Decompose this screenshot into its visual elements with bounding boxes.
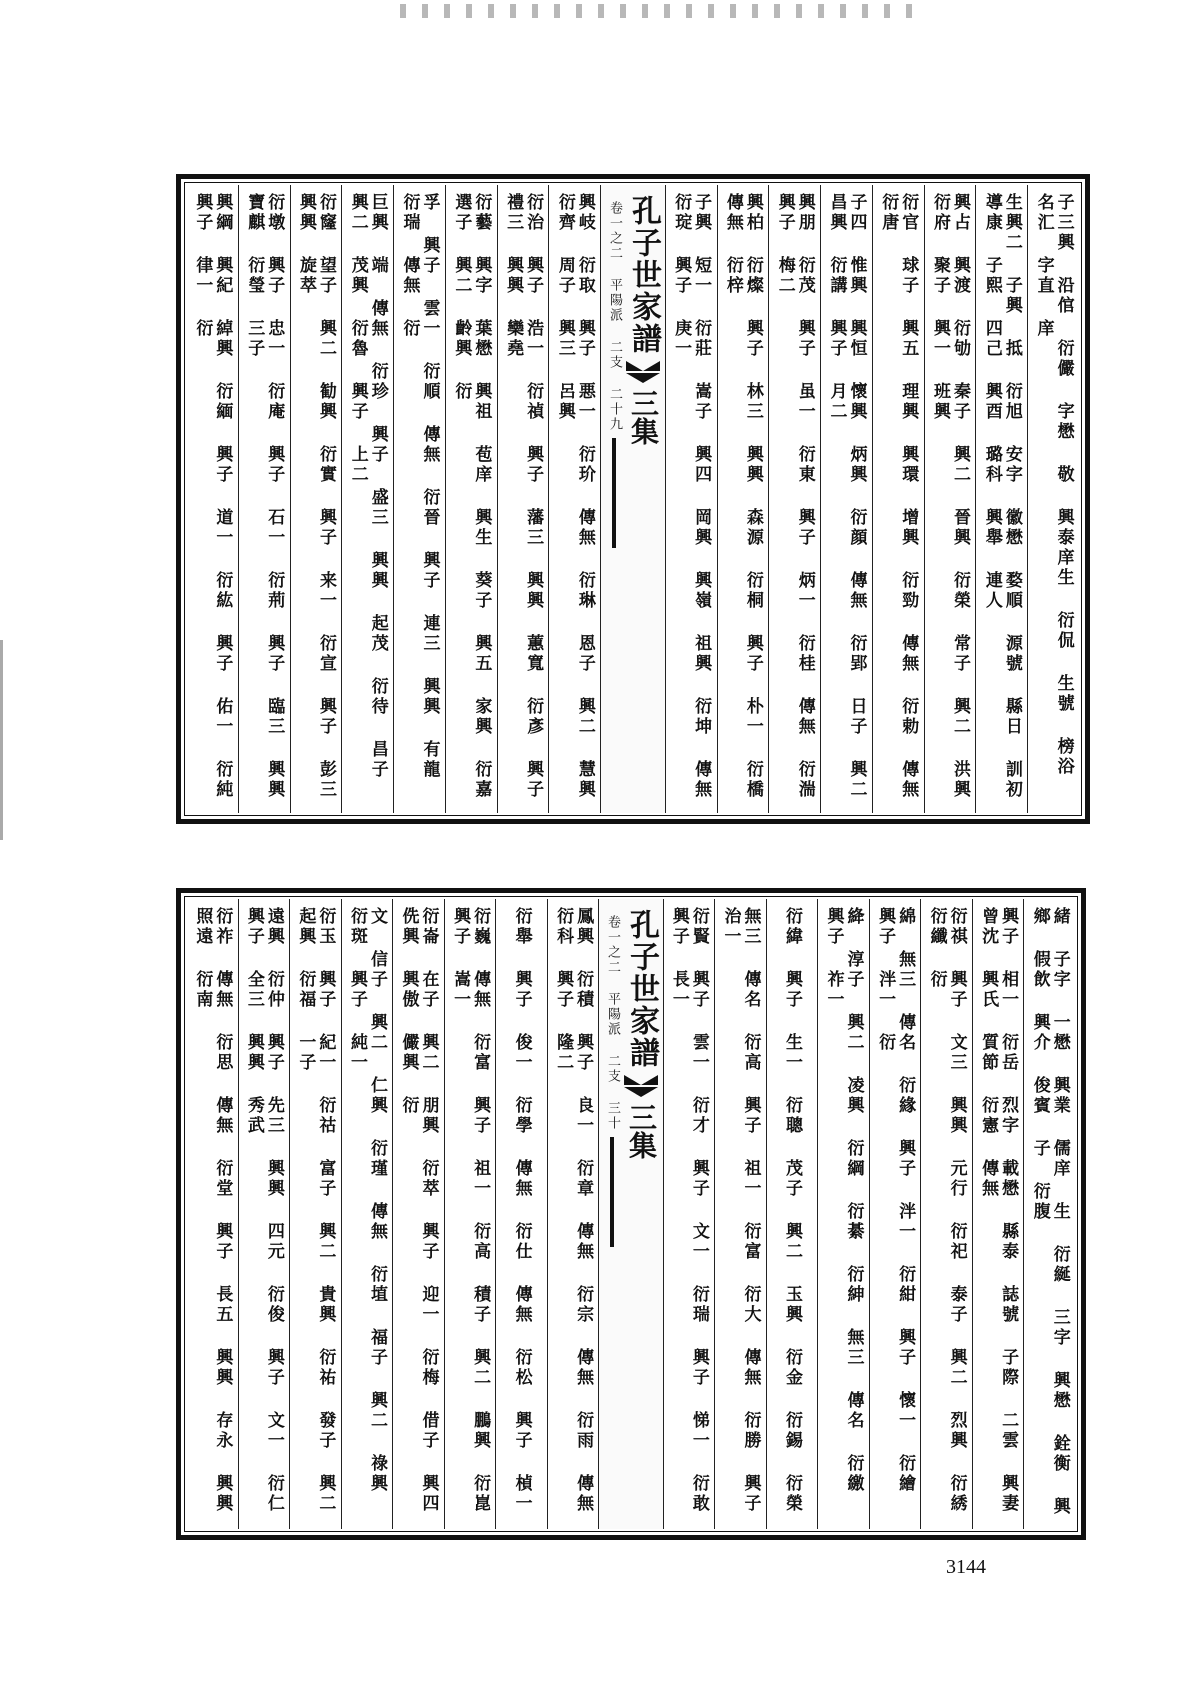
- genealogy-column: [766, 899, 818, 1529]
- genealogy-column: [547, 899, 599, 1529]
- column-text: 遠興 衍仲 興子 先三 興興 四元 衍俊 興子 文一 衍仁 興子 全三 興興 秀武: [243, 907, 284, 1514]
- column-text: 衍崙 在子 興二 朋興 衍萃 興子 迎一 衍梅 借子 興四 侁興 興傲 儼興 衍: [398, 907, 439, 1514]
- column-text: 無三 傳名 衍高 興子 祖一 衍富 衍大 傳無 衍勝 興子 治一: [720, 907, 761, 1514]
- column-text: 衍藝 興字 葉懋 興祖 苞庠 興生 葵子 興五 家興 衍嘉 選子 興二 齡興 衍: [451, 193, 492, 800]
- genealogy-column: [289, 899, 341, 1529]
- column-text: 衍巍 傳無 衍富 興子 祖一 衍高 積子 興二 鵬興 衍崑 興子 嵩一: [450, 907, 491, 1514]
- column-text: 子三興 沿倌 衍儼 字懋 敬 興泰庠生 衍侃 生號 榜浴 名汇 字直 庠: [1033, 193, 1074, 777]
- column-text: 衍墩 興子 忠一 衍庵 興子 石一 衍荊 興子 臨三 興興 寶麒 衍瑩 三子: [244, 193, 285, 800]
- column-text: 衍賢 興子 雲一 衍才 興子 文一 衍瑞 興子 悌一 衍敢 興子 長一: [668, 907, 709, 1514]
- genealogy-column: [497, 185, 549, 813]
- center-title-column: [600, 185, 664, 813]
- genealogy-column: [392, 899, 444, 1529]
- genealogy-column: [972, 899, 1024, 1529]
- genealogy-column: [817, 899, 869, 1529]
- column-text: 孚 興子 雲一 衍順 傳無 衍晉 興子 連三 興興 有龍 衍瑞 傳無 衍: [399, 193, 440, 780]
- genealogy-column: [341, 185, 393, 813]
- genealogy-column: [714, 899, 766, 1529]
- genealogy-column: [341, 899, 393, 1529]
- bottom-columns: [187, 899, 1075, 1529]
- column-text: 綿 無三 傳名 衍緣 興子 泮一 衍紺 興子 懷一 衍繪 興子 泮一 衍: [875, 907, 916, 1494]
- page-number: 3144: [946, 1556, 986, 1578]
- column-text: 衍緯 興子 生一 衍聰 茂子 興二 玉興 衍金 衍錫 衍榮: [781, 907, 802, 1514]
- column-text: 興子 相一 衍岳 烈字 載懋 縣泰 誌號 子際 二雲 興妻 曾沈 興氏 質節 衍憲 傳無: [978, 907, 1019, 1514]
- column-text: 絳 淳子 興二 凌興 衍綱 衍綦 衍紳 無三 傳名 衍繳 興子 祚一: [823, 907, 864, 1494]
- column-text: 興柏 衍燦 興子 林三 興興 森源 衍桐 興子 朴一 衍橋 傳無 衍梓: [722, 193, 763, 800]
- book-title: 孔子世家譜: [624, 909, 660, 1069]
- column-text: 子興 短一 衍莊 嵩子 興四 岡興 興嶺 祖興 衍坤 傳無 衍琔 興子 庚一: [671, 193, 712, 800]
- fish-tail-mark-icon: [626, 361, 660, 383]
- genealogy-column: [920, 899, 972, 1529]
- column-text: 生興二 子興 抵 衍旭 安字 徽懋 婺順 源號 縣日 訓初 導康 子熙 四己 興酉 璐科 興舉 連人: [981, 193, 1022, 800]
- genealogy-column: [768, 185, 820, 813]
- genealogy-column: [238, 899, 290, 1529]
- column-text: 文 信子 興二 仁興 衍瑾 傳無 衍埴 福子 興二 祿興 衍斑 興子 純一: [346, 907, 387, 1494]
- column-text: 衍官 球子 興五 理興 興環 增興 衍勁 傳無 衍勅 傳無 衍唐: [878, 193, 919, 800]
- genealogy-column: [872, 185, 924, 813]
- genealogy-column: [665, 185, 717, 813]
- column-text: 衍祺 興子 文三 興興 元行 衍祀 泰子 興二 烈興 衍綉 衍纖 衍: [926, 907, 967, 1514]
- genealogy-column: [1023, 899, 1075, 1529]
- column-text: 鳳興 衍積 興子 良一 衍章 傳無 衍宗 傳無 衍雨 傳無 衍科 興子 隆二: [553, 907, 594, 1514]
- genealogy-column: [924, 185, 976, 813]
- top-scan-noise: [400, 4, 920, 18]
- genealogy-column: [495, 899, 547, 1529]
- genealogy-column: [820, 185, 872, 813]
- column-text: 巨興 端 傳無 衍珍 興子 盛三 興興 起茂 衍待 昌子 興二 茂興 衍魯 興子 上二: [347, 193, 388, 780]
- genealogy-column: [187, 185, 238, 813]
- genealogy-column: [548, 185, 600, 813]
- genealogy-column: [393, 185, 445, 813]
- volume-info: 卷一之二 平陽派 二支 三十: [605, 915, 621, 1131]
- genealogy-column: [717, 185, 769, 813]
- column-text: 興綱 興紀 綽興 衍緬 興子 道一 衍紘 興子 佑一 衍純 興子 律一 衍: [192, 193, 233, 800]
- column-text: 興占 興渡 衍劬 秦子 興二 晉興 衍榮 常子 興二 洪興 衍府 聚子 興一 班興: [930, 193, 971, 800]
- volume-info: 卷一之二 平陽派 二支 二十九: [607, 201, 622, 432]
- column-text: 興朋 衍茂 興子 虽一 衍東 興子 炳一 衍桂 傳無 衍湍 興子 梅二: [774, 193, 815, 800]
- genealogy-column: [869, 899, 921, 1529]
- column-text: 緒 子字 一懋 興業 儒庠 生 衍綖 三字 興懋 銓衡 興鄉 假飲 興介 俊賓 子 衍腹: [1029, 907, 1070, 1517]
- genealogy-column: [238, 185, 290, 813]
- column-text: 興岐 衍取 興子 悪一 衍玠 傳無 衍琳 恩子 興二 慧興 衍齊 周子 興三 呂興: [554, 193, 595, 800]
- column-text: 衍玉 興子 紀一 衍祜 富子 興二 貴興 衍祐 發子 興二 起興 衍福 一子: [295, 907, 336, 1514]
- genealogy-column: [1027, 185, 1079, 813]
- center-divider-bar: [612, 438, 616, 548]
- column-text: 衍祚 傳無 衍思 傳無 衍堂 興子 長五 興興 存永 興興 照遠 衍南: [192, 907, 233, 1514]
- fish-tail-mark-icon: [624, 1075, 658, 1097]
- bottom-genealogy-panel: [176, 888, 1086, 1540]
- center-divider-bar: [610, 1137, 614, 1247]
- collection-label: 三集: [627, 389, 660, 445]
- genealogy-column: [290, 185, 342, 813]
- genealogy-column: [975, 185, 1027, 813]
- column-text: 子四 惟興 興恒 懷興 炳興 衍顔 傳無 衍郢 日子 興二 昌興 衍講 興子 月二: [826, 193, 867, 800]
- scan-edge-mark: [0, 640, 3, 840]
- book-title: 孔子世家譜: [626, 195, 661, 355]
- top-columns: [187, 185, 1079, 813]
- collection-label: 三集: [625, 1103, 659, 1159]
- genealogy-column: [444, 899, 496, 1529]
- genealogy-column: [663, 899, 715, 1529]
- genealogy-column: [445, 185, 497, 813]
- column-text: 衍治 興子 浩一 衍禎 興子 藩三 興興 蕙寬 衍彥 興子 禮三 興興 欒堯: [503, 193, 544, 800]
- top-genealogy-panel: [176, 174, 1090, 824]
- genealogy-column: [187, 899, 238, 1529]
- center-title-column: [598, 899, 662, 1529]
- column-text: 衍舉 興子 俊一 衍學 傳無 衍仕 傳無 衍松 興子 楨一: [511, 907, 532, 1514]
- column-text: 衍窿 望子 興二 勧興 衍實 興子 来一 衍宣 興子 彭三 興興 旋萃: [295, 193, 336, 800]
